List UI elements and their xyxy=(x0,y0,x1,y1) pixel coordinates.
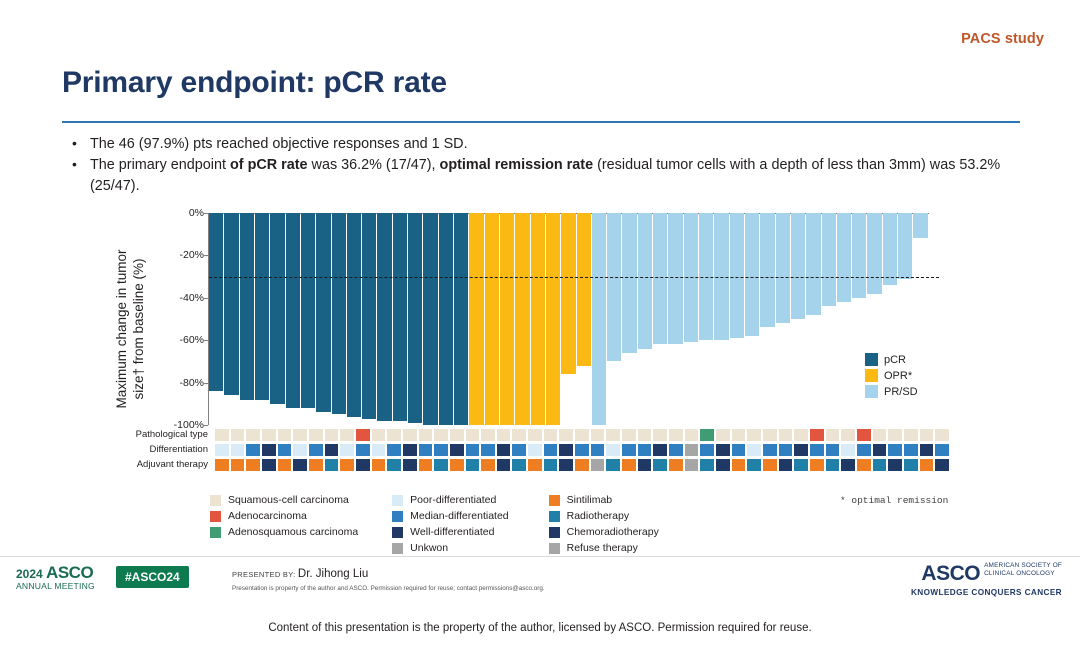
annotation-cell xyxy=(605,428,621,442)
annotation-cell xyxy=(527,443,543,457)
annotation-cell xyxy=(402,428,418,442)
presenter-name: Dr. Jihong Liu xyxy=(297,568,369,580)
category-legend-item xyxy=(210,494,358,506)
bullet-item xyxy=(72,155,1022,196)
annotation-cell xyxy=(872,443,888,457)
annotation-cell xyxy=(465,443,481,457)
category-legend-item xyxy=(549,494,659,506)
reference-line xyxy=(209,277,939,278)
legend-label: pCR xyxy=(884,353,907,366)
annotation-cell xyxy=(386,443,402,457)
annotation-cell xyxy=(762,443,778,457)
category-legend-item xyxy=(210,510,358,522)
category-legend-label: Radiotherapy xyxy=(566,510,630,522)
asco-tagline: KNOWLEDGE CONQUERS CANCER xyxy=(910,588,1062,597)
annotation-cell xyxy=(433,428,449,442)
bar xyxy=(393,213,407,421)
annotation-cell xyxy=(762,458,778,472)
tick-mark xyxy=(204,383,208,384)
annotation-cell xyxy=(746,443,762,457)
category-legend-item xyxy=(392,510,508,522)
annotation-cell xyxy=(668,443,684,457)
bar xyxy=(852,213,866,298)
bar xyxy=(776,213,790,323)
annotation-cell xyxy=(684,443,700,457)
bar-series xyxy=(209,213,929,425)
annotation-cell xyxy=(292,458,308,472)
annotation-cell xyxy=(621,458,637,472)
category-legend-item xyxy=(549,526,659,538)
category-legend-swatch xyxy=(210,495,221,506)
bar xyxy=(408,213,422,423)
bar xyxy=(577,213,591,366)
annotation-cell xyxy=(261,458,277,472)
annotation-cell xyxy=(809,443,825,457)
tick-mark xyxy=(204,340,208,341)
annotation-cell xyxy=(543,458,559,472)
bar xyxy=(270,213,284,404)
bar xyxy=(209,213,223,391)
annotation-cell xyxy=(433,458,449,472)
annotation-cell xyxy=(543,428,559,442)
annotation-cell xyxy=(261,428,277,442)
category-legend-item xyxy=(210,526,358,538)
bar xyxy=(592,213,606,425)
bullet-marker: • xyxy=(72,135,77,151)
category-legend-swatch xyxy=(392,511,403,522)
annotation-cell xyxy=(292,443,308,457)
annotation-cell xyxy=(934,443,950,457)
annotation-cell xyxy=(543,443,559,457)
annotation-cell xyxy=(856,428,872,442)
bullet-text-part: optimal remission rate xyxy=(439,157,594,174)
annotation-cell xyxy=(214,428,230,442)
annotation-cell xyxy=(230,458,246,472)
annotation-cell xyxy=(308,428,324,442)
annotation-cell xyxy=(778,443,794,457)
annotation-cell xyxy=(699,443,715,457)
annotation-cell xyxy=(527,428,543,442)
page-title: Primary endpoint: pCR rate xyxy=(62,66,447,99)
annotation-cell xyxy=(465,458,481,472)
annotation-cell xyxy=(903,428,919,442)
bar xyxy=(423,213,437,425)
category-legend-swatch xyxy=(392,495,403,506)
footer-divider xyxy=(0,556,1080,557)
category-legend xyxy=(210,494,810,558)
annotation-cell xyxy=(277,428,293,442)
bullet-text-part: The primary endpoint xyxy=(90,157,230,174)
annotation-cell xyxy=(261,443,277,457)
annotation-cell xyxy=(590,428,606,442)
bar xyxy=(286,213,300,408)
bar xyxy=(638,213,652,349)
annotation-cell xyxy=(371,443,387,457)
bar xyxy=(806,213,820,315)
bar xyxy=(653,213,667,344)
annotation-cell xyxy=(355,443,371,457)
category-legend-label: Poor-differentiated xyxy=(410,494,497,506)
annotation-cell xyxy=(668,428,684,442)
bar xyxy=(439,213,453,425)
annotation-cell xyxy=(308,443,324,457)
bullet-text xyxy=(90,134,1022,154)
tick-mark xyxy=(204,298,208,299)
category-legend-item xyxy=(549,542,659,554)
annotation-cell xyxy=(872,458,888,472)
annotation-cell xyxy=(715,443,731,457)
annotation-cell xyxy=(574,458,590,472)
annotation-cell xyxy=(433,443,449,457)
annotation-cell xyxy=(230,443,246,457)
tick-mark xyxy=(204,425,208,426)
annotation-cell xyxy=(386,428,402,442)
annotation-cell xyxy=(621,443,637,457)
annotation-cell xyxy=(292,428,308,442)
annotation-cell xyxy=(652,428,668,442)
annotation-cell xyxy=(324,458,340,472)
annotation-cell xyxy=(480,458,496,472)
annotation-cell xyxy=(652,443,668,457)
bullet-text-part: The 46 (97.9%) pts reached objective responses and 1 SD. xyxy=(90,136,468,152)
annotation-cell xyxy=(699,428,715,442)
annotation-cell xyxy=(903,458,919,472)
annotation-cell xyxy=(324,428,340,442)
annotation-cell xyxy=(511,458,527,472)
annotation-cell xyxy=(277,443,293,457)
annotation-cell xyxy=(637,458,653,472)
annotation-strip-label: Pathological type xyxy=(135,429,208,441)
annotation-cell xyxy=(809,458,825,472)
bar xyxy=(898,213,912,279)
category-legend-label: Median-differentiated xyxy=(410,510,509,522)
category-legend-swatch xyxy=(210,511,221,522)
annotation-strip-cells xyxy=(214,458,950,472)
annotation-cell xyxy=(339,443,355,457)
annotation-cell xyxy=(214,458,230,472)
y-axis-tick: 0% xyxy=(189,207,204,219)
legend-swatch xyxy=(865,385,878,398)
annotation-cell xyxy=(230,428,246,442)
annotation-cell xyxy=(887,443,903,457)
plot-area xyxy=(173,207,929,431)
bar xyxy=(347,213,361,417)
annotation-cell xyxy=(825,458,841,472)
annotation-cell xyxy=(245,428,261,442)
category-legend-swatch xyxy=(549,527,560,538)
bar xyxy=(867,213,881,294)
annotation-cell xyxy=(402,458,418,472)
legend-item xyxy=(865,353,918,366)
annotation-cell xyxy=(809,428,825,442)
category-legend-label: Sintilimab xyxy=(566,494,613,506)
bar xyxy=(668,213,682,344)
annotation-cell xyxy=(355,428,371,442)
annotation-cell xyxy=(715,428,731,442)
category-legend-item xyxy=(392,526,508,538)
category-legend-label: Adenosquamous carcinoma xyxy=(228,526,359,538)
annotation-cell xyxy=(277,458,293,472)
legend-label: PR/SD xyxy=(884,385,918,398)
annotation-cell xyxy=(418,443,434,457)
study-tag: PACS study xyxy=(961,31,1044,47)
annotation-cell xyxy=(919,428,935,442)
annotation-cell xyxy=(652,458,668,472)
category-legend-swatch xyxy=(549,543,560,554)
annotation-cell xyxy=(778,428,794,442)
bar xyxy=(883,213,897,285)
annotation-cell xyxy=(558,443,574,457)
bar xyxy=(913,213,927,238)
annotation-cell xyxy=(887,458,903,472)
annotation-cell xyxy=(840,428,856,442)
annotation-cell xyxy=(402,443,418,457)
annotation-cell xyxy=(887,428,903,442)
bullet-item xyxy=(72,134,1022,154)
bar xyxy=(454,213,468,425)
annotation-cell xyxy=(856,443,872,457)
annotation-cell xyxy=(778,458,794,472)
bar xyxy=(500,213,514,425)
bar xyxy=(224,213,238,395)
annotation-cell xyxy=(825,428,841,442)
bar xyxy=(301,213,315,408)
annotation-strip-row xyxy=(120,428,950,442)
annotation-cell xyxy=(511,443,527,457)
category-legend-label: Squamous-cell carcinoma xyxy=(228,494,349,506)
annotation-cell xyxy=(605,458,621,472)
annotation-cell xyxy=(762,428,778,442)
category-legend-label: Adenocarcinoma xyxy=(228,510,307,522)
meeting-org: ASCO xyxy=(46,563,94,582)
bar xyxy=(607,213,621,361)
annotation-cell xyxy=(684,458,700,472)
annotation-cell xyxy=(308,458,324,472)
annotation-cell xyxy=(793,458,809,472)
bar xyxy=(760,213,774,327)
annotation-cell xyxy=(339,458,355,472)
annotation-cell xyxy=(731,428,747,442)
annotation-cell xyxy=(449,458,465,472)
bullet-text-part: (residual tumor cells with a depth of less than 3mm) was 53.2% (25/47). xyxy=(90,157,1001,194)
legend-label: OPR* xyxy=(884,369,913,382)
annotation-cell xyxy=(245,458,261,472)
annotation-cell xyxy=(496,458,512,472)
bar xyxy=(745,213,759,336)
annotation-strip-label: Differentiation xyxy=(149,444,208,456)
annotation-cell xyxy=(480,443,496,457)
annotation-cell xyxy=(371,428,387,442)
meeting-sub: ANNUAL MEETING xyxy=(16,580,95,591)
asco-subtitle: AMERICAN SOCIETY OF CLINICAL ONCOLOGY xyxy=(984,562,1062,577)
bar xyxy=(485,213,499,425)
annotation-cell xyxy=(637,443,653,457)
annotation-cell xyxy=(840,443,856,457)
category-legend-label: Chemoradiotherapy xyxy=(566,526,659,538)
annotation-cell xyxy=(731,458,747,472)
bar xyxy=(255,213,269,400)
bullet-text xyxy=(90,155,1022,196)
annotation-cell xyxy=(511,428,527,442)
bar xyxy=(240,213,254,400)
bar xyxy=(791,213,805,319)
bar xyxy=(469,213,483,425)
annotation-cell xyxy=(418,428,434,442)
annotation-cell xyxy=(480,428,496,442)
category-legend-column xyxy=(392,494,508,558)
annotation-cell xyxy=(590,443,606,457)
annotation-cell xyxy=(825,443,841,457)
annotation-cell xyxy=(449,428,465,442)
annotation-cell xyxy=(371,458,387,472)
asco-logo xyxy=(911,562,1062,597)
annotation-cell xyxy=(590,458,606,472)
annotation-cell xyxy=(793,428,809,442)
annotation-cell xyxy=(355,458,371,472)
y-axis-tick: -80% xyxy=(179,377,204,389)
category-legend-item xyxy=(392,494,508,506)
y-axis-label-text: Maximum change in tumor size† from baseline (%) xyxy=(114,249,146,409)
bar xyxy=(622,213,636,353)
bullet-text-part: of pCR rate xyxy=(229,157,308,174)
annotation-cell xyxy=(621,428,637,442)
category-legend-label: Well-differentiated xyxy=(410,526,495,538)
annotation-cell xyxy=(934,428,950,442)
bar xyxy=(377,213,391,421)
bar xyxy=(515,213,529,425)
bar xyxy=(316,213,330,412)
permission-note: Presentation is property of the author and ASCO. Permission required for reuse; contact permissions@asco.org. xyxy=(232,585,545,592)
annotation-cell xyxy=(684,428,700,442)
bar xyxy=(531,213,545,425)
y-axis-tick: -100% xyxy=(174,419,204,431)
legend-item xyxy=(865,369,918,382)
chart-legend xyxy=(865,353,918,401)
bullet-list xyxy=(72,134,1022,197)
annotation-cell xyxy=(856,458,872,472)
annotation-cell xyxy=(731,443,747,457)
annotation-strip-row xyxy=(120,458,950,472)
bar xyxy=(837,213,851,302)
legend-footnote: * optimal remission xyxy=(840,495,949,506)
legend-item xyxy=(865,385,918,398)
category-legend-swatch xyxy=(210,527,221,538)
annotation-strip-row xyxy=(120,443,950,457)
annotation-cell xyxy=(418,458,434,472)
annotation-cell xyxy=(637,428,653,442)
bar xyxy=(362,213,376,419)
y-axis-tick: -40% xyxy=(179,292,204,304)
annotation-cell xyxy=(449,443,465,457)
category-legend-column xyxy=(210,494,358,558)
annotation-strip-label: Adjuvant therapy xyxy=(136,459,208,471)
legend-swatch xyxy=(865,369,878,382)
annotation-strip-cells xyxy=(214,443,950,457)
annotation-cell xyxy=(668,458,684,472)
y-axis-tick: -60% xyxy=(179,334,204,346)
category-legend-swatch xyxy=(549,511,560,522)
annotation-cell xyxy=(574,428,590,442)
bar xyxy=(332,213,346,414)
annotation-cell xyxy=(746,458,762,472)
hashtag-badge: #ASCO24 xyxy=(116,566,189,588)
bullet-marker: • xyxy=(72,156,77,173)
annotation-cell xyxy=(527,458,543,472)
annotation-cell xyxy=(903,443,919,457)
asco-wordmark: ASCO xyxy=(921,562,981,585)
annotation-cell xyxy=(245,443,261,457)
category-legend-swatch xyxy=(392,543,403,554)
tick-mark xyxy=(204,213,208,214)
bar xyxy=(684,213,698,342)
annotation-cell xyxy=(746,428,762,442)
y-axis-tick: -20% xyxy=(179,249,204,261)
annotation-cell xyxy=(934,458,950,472)
bar xyxy=(822,213,836,306)
annotation-cell xyxy=(324,443,340,457)
bullet-text-part: was 36.2% (17/47), xyxy=(307,157,440,174)
legend-swatch xyxy=(865,353,878,366)
annotation-cell xyxy=(872,428,888,442)
annotation-cell xyxy=(574,443,590,457)
annotation-cell xyxy=(840,458,856,472)
bar xyxy=(546,213,560,425)
category-legend-item xyxy=(549,510,659,522)
category-legend-item xyxy=(392,542,508,554)
annotation-cell xyxy=(386,458,402,472)
title-divider xyxy=(62,121,1020,123)
annotation-cell xyxy=(558,428,574,442)
annotation-strip-cells xyxy=(214,428,950,442)
category-legend-label: Refuse therapy xyxy=(566,542,638,554)
bar xyxy=(561,213,575,374)
presented-by-label: PRESENTED BY: xyxy=(232,570,296,579)
category-legend-swatch xyxy=(549,495,560,506)
annotation-strips xyxy=(120,428,950,473)
meeting-year: 2024 xyxy=(16,567,43,581)
annotation-cell xyxy=(558,458,574,472)
bar xyxy=(730,213,744,338)
annotation-cell xyxy=(496,443,512,457)
annotation-cell xyxy=(496,428,512,442)
annotation-cell xyxy=(699,458,715,472)
annotation-cell xyxy=(919,443,935,457)
category-legend-swatch xyxy=(392,527,403,538)
category-legend-column xyxy=(549,494,659,558)
annotation-cell xyxy=(214,443,230,457)
annotation-cell xyxy=(793,443,809,457)
annotation-cell xyxy=(339,428,355,442)
annotation-cell xyxy=(919,458,935,472)
annotation-cell xyxy=(605,443,621,457)
asco-annual-meeting-logo xyxy=(16,564,95,591)
annotation-cell xyxy=(715,458,731,472)
tick-mark xyxy=(204,255,208,256)
annotation-cell xyxy=(465,428,481,442)
bottom-note: Content of this presentation is the property of the author, licensed by ASCO. Permission required for reuse. xyxy=(268,622,812,634)
presented-by xyxy=(232,568,368,580)
category-legend-label: Unkwon xyxy=(410,542,449,554)
